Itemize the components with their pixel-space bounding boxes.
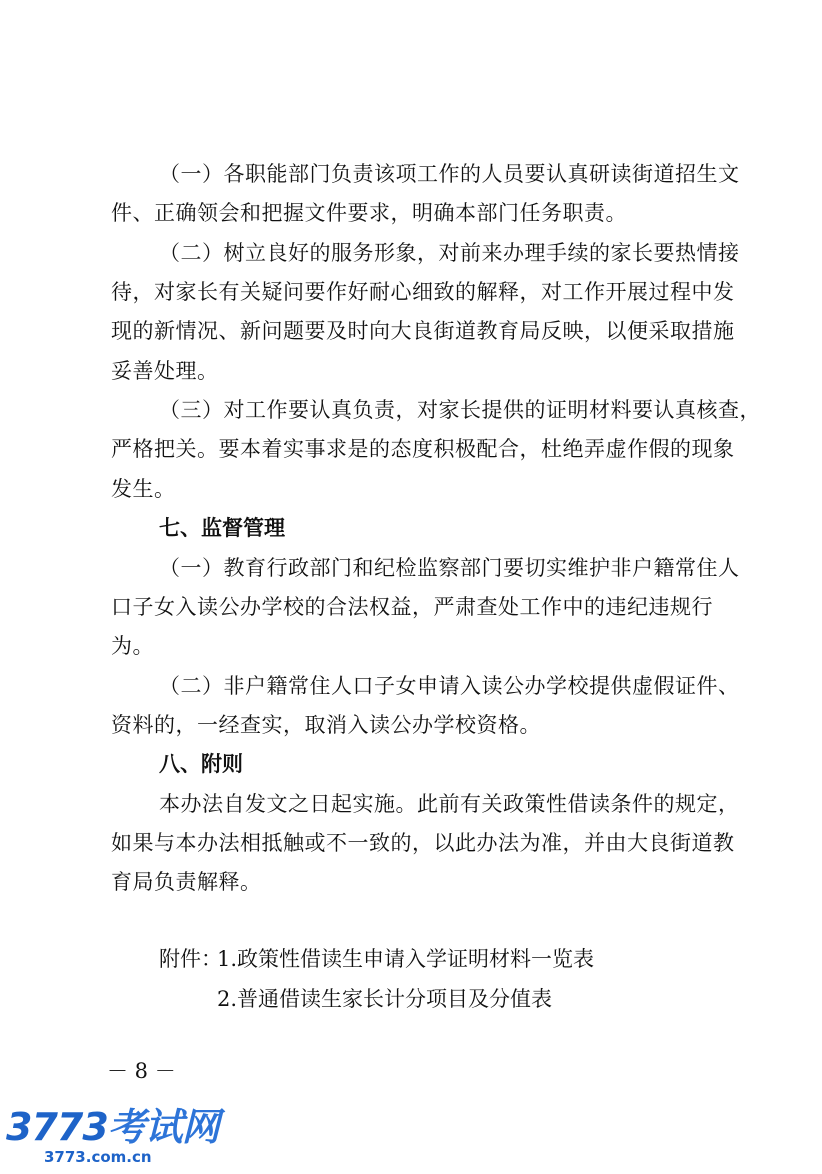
paragraph-line: （一）教育行政部门和纪检监察部门要切实维护非户籍常住人 <box>159 556 740 580</box>
watermark-logo <box>0 1104 219 1168</box>
paragraph-line: （一）各职能部门负责该项工作的人员要认真研读街道招生文 <box>159 162 740 186</box>
paragraph-line: 育局负责解释。 <box>111 870 262 894</box>
section-heading: 七、监督管理 <box>159 516 285 540</box>
watermark-number: 3773 <box>6 1105 108 1149</box>
page-number: － 8 － <box>107 1059 176 1083</box>
watermark-url: 3773.com.cn <box>44 1148 152 1166</box>
attachment-item: 2.普通借读生家长计分项目及分值表 <box>217 987 553 1011</box>
attachment-item: 1.政策性借读生申请入学证明材料一览表 <box>217 947 595 971</box>
paragraph-line: 件、正确领会和把握文件要求，明确本部门任务职责。 <box>111 201 627 225</box>
paragraph-line: （二）非户籍常住人口子女申请入读公办学校提供虚假证件、 <box>159 674 740 698</box>
watermark-title <box>6 1106 219 1148</box>
attachments-label: 附件： <box>159 947 222 971</box>
watermark-text: 考试网 <box>107 1105 219 1149</box>
paragraph-line: 本办法自发文之日起实施。此前有关政策性借读条件的规定， <box>159 792 740 816</box>
paragraph-line: （二）树立良好的服务形象，对前来办理手续的家长要热情接 <box>159 241 740 265</box>
paragraph-line: （三）对工作要认真负责，对家长提供的证明材料要认真核查， <box>159 398 761 422</box>
paragraph-line: 资料的，一经查实，取消入读公办学校资格。 <box>111 713 541 737</box>
paragraph-line: 待，对家长有关疑问要作好耐心细致的解释，对工作开展过程中发 <box>111 280 735 304</box>
paragraph-line: 严格把关。要本着实事求是的态度积极配合，杜绝弄虚作假的现象 <box>111 437 735 461</box>
paragraph-line: 如果与本办法相抵触或不一致的，以此办法为准，并由大良街道教 <box>111 831 735 855</box>
section-heading: 八、附则 <box>159 752 243 776</box>
paragraph-line: 妥善处理。 <box>111 359 219 383</box>
paragraph-line: 口子女入读公办学校的合法权益，严肃查处工作中的违纪违规行 <box>111 595 713 619</box>
paragraph-line: 现的新情况、新问题要及时向大良街道教育局反映，以便采取措施 <box>111 319 735 343</box>
paragraph-line: 为。 <box>111 634 154 658</box>
paragraph-line: 发生。 <box>111 477 176 501</box>
